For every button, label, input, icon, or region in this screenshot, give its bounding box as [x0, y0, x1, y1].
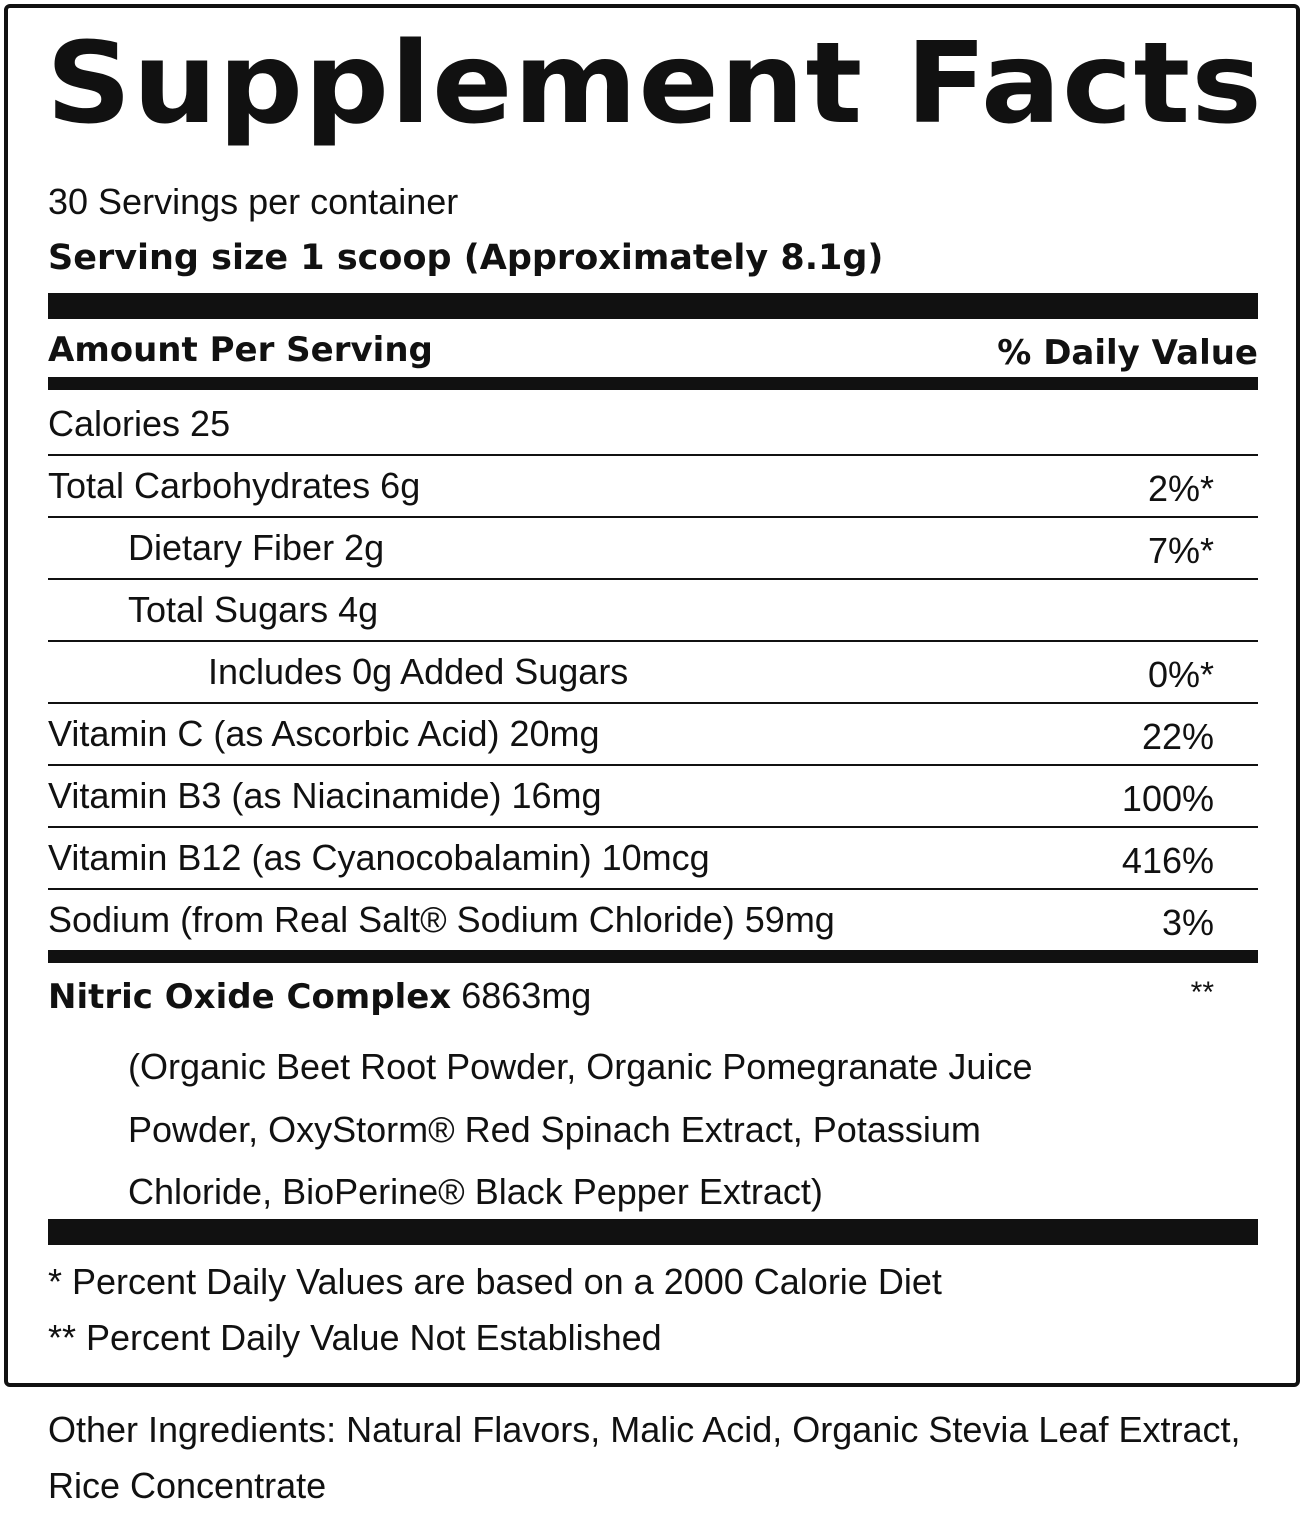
nutrient-label: Total Sugars 4g — [128, 589, 379, 630]
divider-thick — [48, 293, 1258, 319]
nutrient-row — [48, 394, 1258, 456]
nutrient-daily-value: 2%* — [1147, 468, 1214, 509]
other-ingredients: Other Ingredients: Natural Flavors, Malic Acid, Organic Stevia Leaf Extract, Rice Concentrate — [48, 1409, 1241, 1506]
nutrient-row — [48, 456, 1258, 518]
amount-per-serving-header: Amount Per Serving — [48, 330, 433, 370]
nutrient-label: Calories 25 — [48, 403, 231, 444]
complex-ingredients: (Organic Beet Root Powder, Organic Pomegranate Juice Powder, OxyStorm® Red Spinach Extract, Potassium Chloride, BioPerine® Black Pepper Extract) — [128, 1046, 1033, 1212]
nutrient-label: Includes 0g Added Sugars — [208, 651, 629, 692]
nutrient-label: Vitamin B3 (as Niacinamide) 16mg — [48, 775, 602, 816]
nutrient-label: Vitamin B12 (as Cyanocobalamin) 10mcg — [48, 837, 710, 878]
nutrient-row — [48, 518, 1258, 580]
divider-medium — [48, 950, 1258, 963]
divider-thick — [48, 1219, 1258, 1245]
nutrient-daily-value: 100% — [1121, 778, 1214, 819]
serving-size: Serving size 1 scoop (Approximately 8.1g) — [48, 238, 884, 278]
complex-name: Nitric Oxide Complex — [48, 977, 452, 1017]
nutrient-daily-value: 0%* — [1147, 654, 1214, 695]
nutrient-row — [48, 580, 1258, 642]
nutrient-row — [48, 642, 1258, 704]
nutrient-row — [48, 704, 1258, 766]
complex-daily-value: ** — [1190, 976, 1214, 1009]
nutrient-row — [48, 828, 1258, 890]
nutrient-row — [48, 890, 1258, 952]
nutrient-label: Sodium (from Real Salt® Sodium Chloride) 59mg — [48, 899, 835, 940]
servings-per-container: 30 Servings per container — [48, 181, 459, 222]
nutrient-row — [48, 766, 1258, 828]
complex-amount: 6863mg — [461, 975, 592, 1016]
nutrient-daily-value: 22% — [1141, 716, 1214, 757]
daily-value-header: % Daily Value — [997, 333, 1258, 373]
panel-title: Supplement Facts — [46, 19, 1264, 149]
footnote-daily-values: * Percent Daily Values are based on a 2000 Calorie Diet — [48, 1261, 942, 1302]
nutrient-label: Dietary Fiber 2g — [128, 527, 385, 568]
nutrient-label: Vitamin C (as Ascorbic Acid) 20mg — [48, 713, 600, 754]
nutrient-label: Total Carbohydrates 6g — [48, 465, 421, 506]
nutrient-table — [48, 394, 1258, 952]
footnote-not-established: ** Percent Daily Value Not Established — [48, 1317, 662, 1358]
nutrient-daily-value: 3% — [1161, 902, 1214, 943]
nutrient-daily-value: 7%* — [1147, 530, 1214, 571]
divider-medium — [48, 377, 1258, 390]
nitric-oxide-complex-row — [48, 975, 1258, 1018]
nutrient-daily-value: 416% — [1121, 840, 1214, 881]
